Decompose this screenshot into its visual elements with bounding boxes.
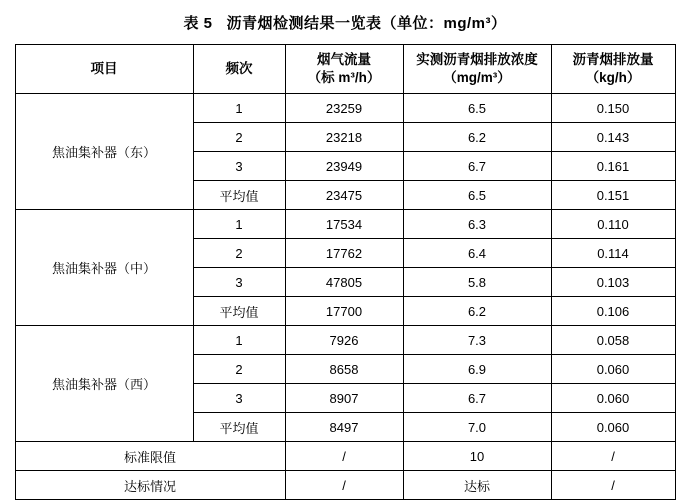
- header-emission-rate-line1: 沥青烟排放量: [572, 51, 654, 67]
- table-row: [15, 94, 675, 123]
- table-caption-number: 表 5: [183, 15, 213, 32]
- cell-frequency-average: 平均值: [193, 181, 285, 210]
- cell-concentration: 6.2: [403, 123, 551, 152]
- group-label-east: 焦油集补器（东）: [15, 94, 193, 210]
- cell-concentration: 7.0: [403, 413, 551, 442]
- cell-concentration: 6.3: [403, 210, 551, 239]
- cell-flow: 17700: [285, 297, 403, 326]
- cell-frequency: 1: [193, 94, 285, 123]
- cell-emission: /: [551, 442, 675, 471]
- cell-flow: 8907: [285, 384, 403, 413]
- cell-flow: /: [285, 471, 403, 500]
- cell-flow: 7926: [285, 326, 403, 355]
- cell-flow: 23475: [285, 181, 403, 210]
- table-caption-title: 沥青烟检测结果一览表（单位：mg/m³）: [226, 15, 507, 32]
- cell-flow: /: [285, 442, 403, 471]
- table-body: [15, 94, 675, 500]
- table-header: [15, 45, 675, 94]
- cell-flow: 23218: [285, 123, 403, 152]
- table-header-row: [15, 45, 675, 94]
- cell-emission: 0.110: [551, 210, 675, 239]
- table-caption: [0, 0, 690, 44]
- cell-frequency: 2: [193, 239, 285, 268]
- cell-concentration: 10: [403, 442, 551, 471]
- cell-concentration: 5.8: [403, 268, 551, 297]
- cell-concentration: 6.4: [403, 239, 551, 268]
- cell-emission: 0.114: [551, 239, 675, 268]
- header-flue-gas-flow-line1: 烟气流量: [317, 51, 371, 67]
- header-frequency: 频次: [193, 45, 285, 94]
- cell-concentration: 6.5: [403, 94, 551, 123]
- header-emission-rate: [551, 45, 675, 94]
- header-measured-concentration-line2: （mg/m³）: [443, 70, 511, 85]
- cell-flow: 47805: [285, 268, 403, 297]
- cell-flow: 17534: [285, 210, 403, 239]
- header-flue-gas-flow-line2: （标 m³/h）: [307, 70, 381, 85]
- header-flue-gas-flow: [285, 45, 403, 94]
- header-measured-concentration-line1: 实测沥青烟排放浓度: [416, 51, 538, 67]
- cell-concentration: 6.5: [403, 181, 551, 210]
- cell-flow: 17762: [285, 239, 403, 268]
- cell-emission: 0.060: [551, 384, 675, 413]
- cell-emission: 0.060: [551, 413, 675, 442]
- header-measured-concentration: [403, 45, 551, 94]
- table-row-compliance: [15, 471, 675, 500]
- group-label-west: 焦油集补器（西）: [15, 326, 193, 442]
- cell-emission: 0.106: [551, 297, 675, 326]
- cell-flow: 8497: [285, 413, 403, 442]
- header-item: 项目: [15, 45, 193, 94]
- cell-frequency: 3: [193, 152, 285, 181]
- cell-frequency: 2: [193, 355, 285, 384]
- cell-emission: 0.151: [551, 181, 675, 210]
- cell-emission: 0.143: [551, 123, 675, 152]
- cell-concentration: 6.7: [403, 384, 551, 413]
- cell-frequency: 3: [193, 268, 285, 297]
- cell-flow: 8658: [285, 355, 403, 384]
- label-standard-limit: 标准限值: [15, 442, 285, 471]
- cell-frequency: 1: [193, 210, 285, 239]
- cell-frequency: 1: [193, 326, 285, 355]
- table-row: [15, 210, 675, 239]
- cell-flow: 23949: [285, 152, 403, 181]
- cell-emission: 0.103: [551, 268, 675, 297]
- group-label-middle: 焦油集补器（中）: [15, 210, 193, 326]
- cell-frequency-average: 平均值: [193, 413, 285, 442]
- cell-emission: 0.058: [551, 326, 675, 355]
- header-emission-rate-line2: （kg/h）: [585, 70, 641, 85]
- cell-emission: /: [551, 471, 675, 500]
- cell-concentration: 6.9: [403, 355, 551, 384]
- cell-concentration: 达标: [403, 471, 551, 500]
- cell-emission: 0.150: [551, 94, 675, 123]
- cell-concentration: 7.3: [403, 326, 551, 355]
- cell-frequency: 3: [193, 384, 285, 413]
- table-row-standard-limit: [15, 442, 675, 471]
- cell-frequency: 2: [193, 123, 285, 152]
- cell-concentration: 6.2: [403, 297, 551, 326]
- table-row: [15, 326, 675, 355]
- asphalt-smoke-results-table: [15, 44, 676, 500]
- cell-concentration: 6.7: [403, 152, 551, 181]
- cell-emission: 0.060: [551, 355, 675, 384]
- cell-flow: 23259: [285, 94, 403, 123]
- cell-frequency-average: 平均值: [193, 297, 285, 326]
- label-compliance: 达标情况: [15, 471, 285, 500]
- cell-emission: 0.161: [551, 152, 675, 181]
